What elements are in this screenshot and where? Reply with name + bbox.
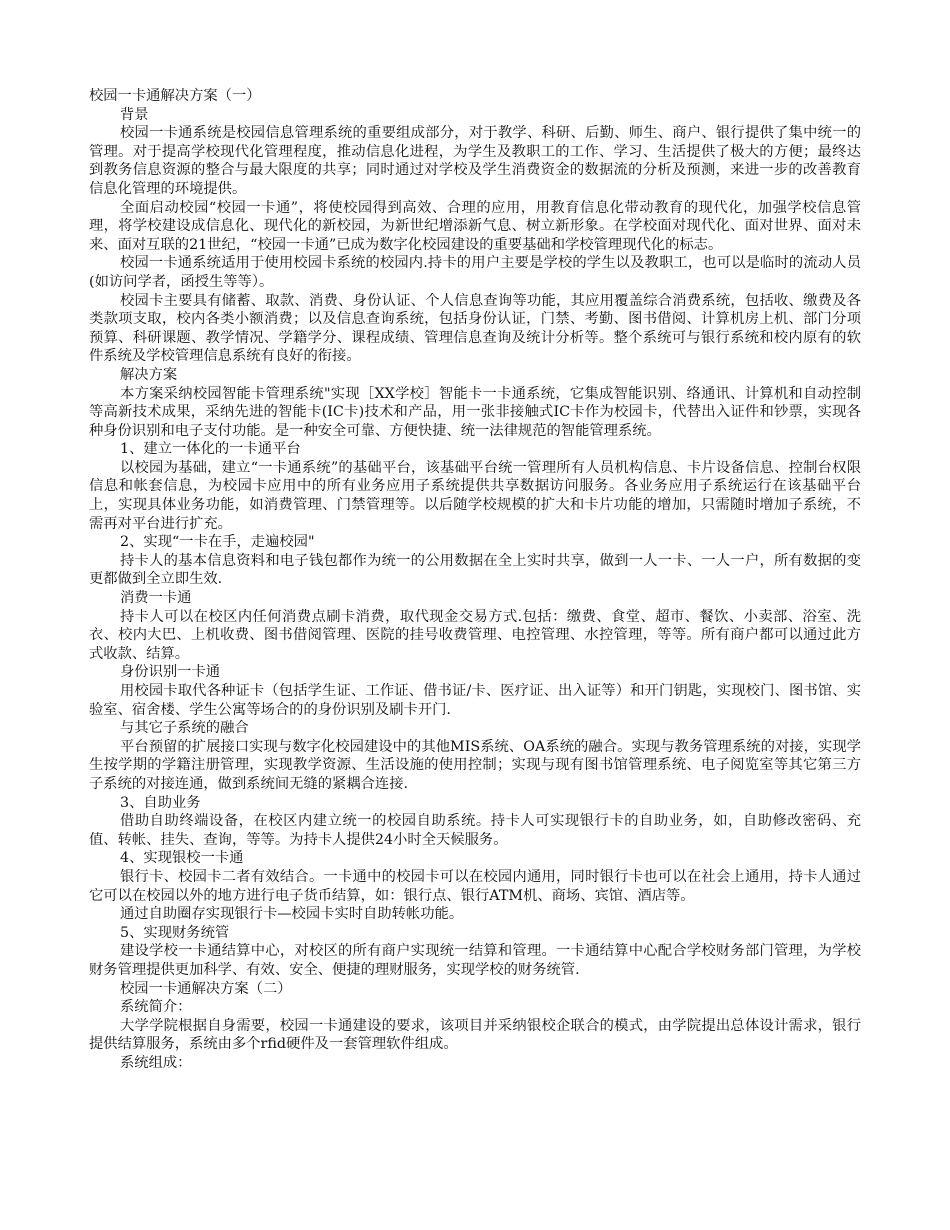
paragraph: 以校园为基础，建立“一卡通系统”的基础平台，该基础平台统一管理所有人员机构信息、卡片设备信息、控制台权限信息和帐套信息，为校园卡应用中的所有业务应用子系统提供共享数据访问服务。各业务应用子系统运行在该基础平台上，实现具体业务功能，如消费管理、门禁管理等。以后随学校规模的扩大和卡片功能的增加，只需随时增加子系统，不需再对平台进行扩充。	[89, 459, 861, 532]
section-heading-solution: 解决方案	[120, 366, 178, 383]
paragraph: 通过自助圈存实现银行卡—校园卡实时自助转帐功能。	[120, 906, 464, 923]
subheading: 2、实现“一卡在手，走遍校园"	[120, 534, 315, 551]
paragraph: 平台预留的扩展接口实现与数字化校园建设中的其他MIS系统、OA系统的融合。实现与教务管理系统的对接，实现学生按学期的学籍注册管理，实现教学资源、生活设施的使用控制；实现与现有图书馆管理系统、电子阅览室等其它第三方子系统的对接连通，做到系统间无缝的紧耦合连接.	[89, 738, 861, 792]
subheading: 3、自助业务	[120, 794, 201, 811]
doc-title: 校园一卡通解决方案（一）	[89, 88, 261, 104]
paragraph: 校园一卡通系统适用于使用校园卡系统的校园内.持卡的用户主要是学校的学生以及教职工，也可以是临时的流动人员(如访问学者，函授生等等）。	[89, 255, 861, 290]
paragraph: 全面启动校园“校园一卡通”，将使校园得到高效、合理的应用，用教育信息化带动教育的现代化，加强学校信息管理，将学校建设成信息化、现代化的新校园，为新世纪增添新气息、树立新形象。在学校面对现代化、面对世界、面对未来、面对互联的21世纪，“校园一卡通”已成为数字化校园建设的重要基础和学校管理现代化的标志。	[89, 199, 861, 253]
paragraph: 建设学校一卡通结算中心，对校区的所有商户实现统一结算和管理。一卡通结算中心配合学校财务部门管理，为学校财务管理提供更加科学、有效、安全、便捷的理财服务，实现学校的财务统管.	[89, 943, 861, 978]
paragraph: 校园卡主要具有储蓄、取款、消费、身份认证、个人信息查询等功能，其应用覆盖综合消费系统，包括收、缴费及各类款项支取，校内各类小额消费；以及信息查询系统，包括身份认证，门禁、考勤、图书借阅、计算机房上机、部门分项预算、科研课题、教学情况、学籍学分、课程成绩、管理信息查询及统计分析等。整个系统可与银行系统和校内原有的软件系统及学校管理信息系统有良好的衔接。	[89, 292, 861, 365]
paragraph: 校园一卡通系统是校园信息管理系统的重要组成部分，对于教学、科研、后勤、师生、商户、银行提供了集中统一的管理。对于提高学校现代化管理程度，推动信息化进程，为学生及教职工的工作、学习、生活提供了极大的方便；最终达到教务信息资源的整合与最大限度的共享；同时通过对学校及学生消费资金的数据流的分析及预测，来进一步的改善教育信息化管理的环境提供。	[89, 125, 861, 197]
paragraph: 用校园卡取代各种证卡（包括学生证、工作证、借书证/卡、医疗证、出入证等）和开门钥匙，实现校门、图书馆、实验室、宿舍楼、学生公寓等场合的的身份识别及刷卡开门.	[89, 683, 861, 718]
subheading: 系统简介：	[120, 999, 192, 1016]
paragraph: 银行卡、校园卡二者有效结合。一卡通中的校园卡可以在校园内通用，同时银行卡也可以在社会上通用，持卡人通过它可以在校园以外的地方进行电子货币结算，如：银行点、银行ATM机、商场、宾馆、酒店等。	[89, 868, 861, 904]
subheading: 身份识别一卡通	[120, 664, 221, 681]
subheading: 消费一卡通	[120, 590, 192, 607]
paragraph: 持卡人可以在校区内任何消费点刷卡消费，取代现金交易方式.包括：缴费、食堂、超市、餐饮、小卖部、浴室、洗衣、校内大巴、上机收费、图书借阅管理、医院的挂号收费管理、电控管理、水控管理，等等。所有商户都可以通过此方式收款、结算。	[89, 608, 861, 662]
paragraph: 大学学院根据自身需要，校园一卡通建设的要求，该项目并采纳银校企联合的模式，由学院提出总体设计需求，银行提供结算服务，系统由多个rfid硬件及一套管理软件组成。	[89, 1017, 861, 1053]
paragraph: 本方案采纳校园智能卡管理系统"实现［XX学校］智能卡一卡通系统，它集成智能识别、络通讯、计算机和自动控制等高新技术成果，采纳先进的智能卡(IC卡)技术和产品，用一张非接触式IC卡作为校园卡，代替出入证件和钞票，实现各种身份识别和电子支付功能。是一种安全可靠、方便快捷、统一法律规范的智能管理系统。	[89, 385, 861, 439]
document-page	[89, 87, 861, 1072]
subheading: 4、实现银校一卡通	[120, 850, 244, 867]
paragraph: 持卡人的基本信息资料和电子钱包都作为统一的公用数据在全上实时共享，做到一人一卡、一人一户，所有数据的变更都做到全立即生效.	[89, 552, 861, 588]
paragraph: 借助自助终端设备，在校区内建立统一的校园自助系统。持卡人可实现银行卡的自助业务，如，自助修改密码、充值、转帐、挂失、查询，等等。为持卡人提供24小时全天候服务。	[89, 813, 861, 848]
subheading: 1、建立一体化的一卡通平台	[120, 441, 301, 458]
doc-title-2: 校园一卡通解决方案（二）	[120, 980, 292, 997]
subheading: 系统组成：	[120, 1054, 192, 1071]
section-heading-background: 背景	[120, 106, 149, 123]
subheading: 与其它子系统的融合	[120, 720, 249, 737]
subheading: 5、实现财务统管	[120, 924, 230, 941]
